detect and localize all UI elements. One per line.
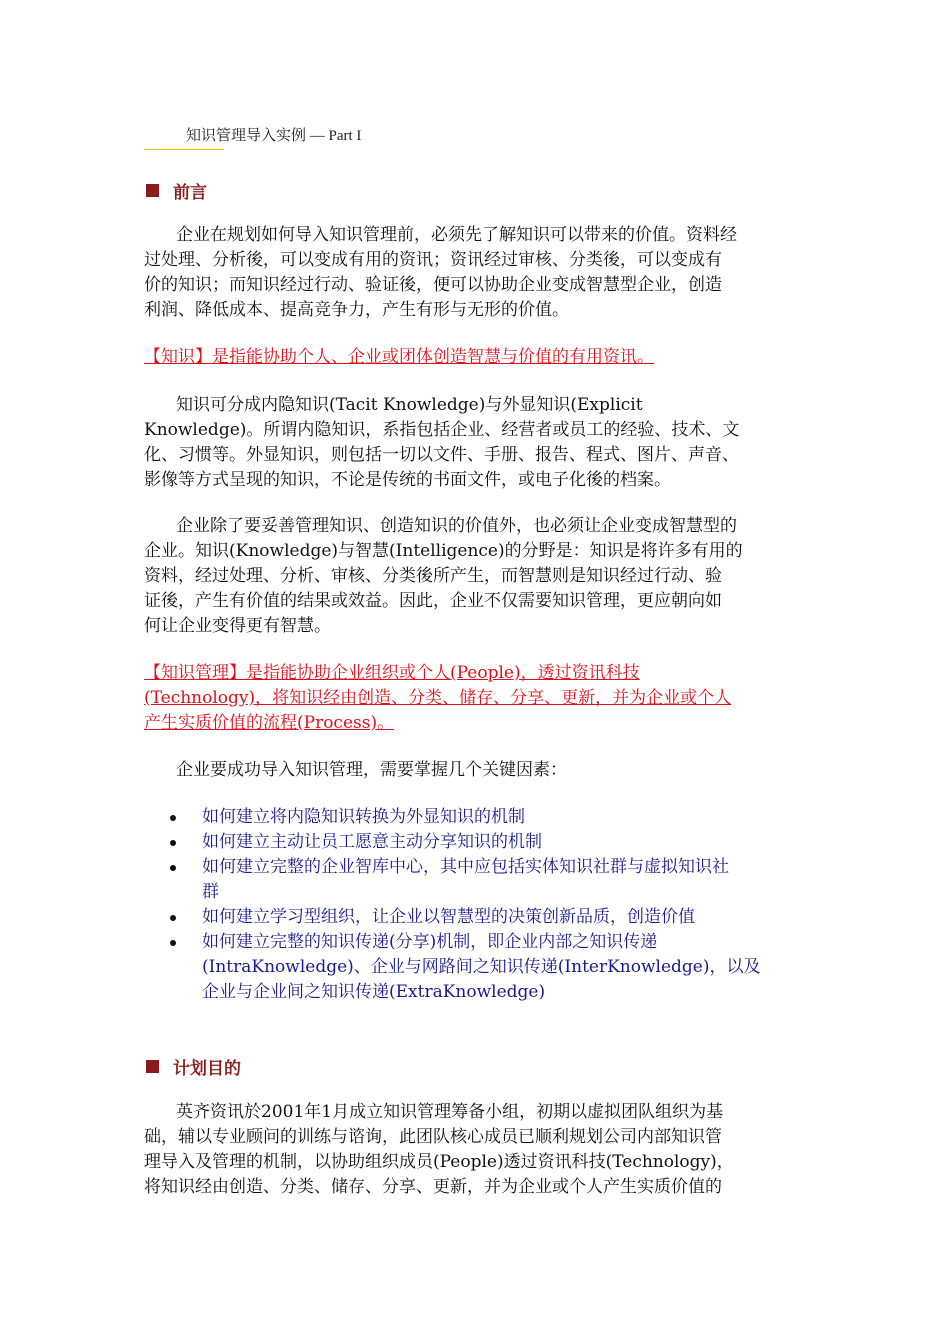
text-line: 如何建立将内隐知识转换为外显知识的机制: [202, 807, 525, 827]
text-line: 如何建立完整的知识传递(分享)机制，即企业内部之知识传递: [202, 932, 658, 952]
text-line: 如何建立学习型组织，让企业以智慧型的决策创新品质，创造价值: [202, 907, 695, 927]
list-item: [170, 930, 810, 1005]
text-line: 何让企业变得更有智慧。: [144, 616, 331, 636]
text-line: 企业与企业间之知识传递(ExtraKnowledge): [202, 982, 546, 1002]
bullet-dot-icon: [170, 940, 176, 946]
text-line: 过处理、分析後，可以变成有用的资讯；资讯经过审核、分类後，可以变成有: [144, 250, 722, 270]
text-line: 【知识】是指能协助个人、企业或团体创造智慧与价值的有用资讯。: [144, 347, 654, 367]
list-item: [170, 830, 810, 855]
text-line: 将知识经由创造、分类、储存、分享、更新，并为企业或个人产生实质价值的: [144, 1177, 722, 1197]
text-line: 理导入及管理的机制，以协助组织成员(People)透过资讯科技(Technology)，: [144, 1152, 734, 1172]
text-line: 资料，经过处理、分析、审核、分类後所产生，而智慧则是知识经过行动、验: [144, 566, 722, 586]
section-heading-text: 前言: [173, 183, 207, 203]
text-line: 知识可分成内隐知识(Tacit Knowledge)与外显知识(Explicit: [176, 395, 643, 415]
bullet-dot-icon: [170, 815, 176, 821]
list-item: [170, 855, 810, 905]
text-line: 证後，产生有价值的结果或效益。因此，企业不仅需要知识管理，更应朝向如: [144, 591, 722, 611]
text-line: 化、习惯等。外显知识，则包括一切以文件、手册、报告、程式、图片、声音、: [144, 445, 739, 465]
text-line: 企业要成功导入知识管理，需要掌握几个关键因素：: [176, 760, 567, 780]
text-line: 企业在规划如何导入知识管理前，必须先了解知识可以带来的价值。资料经: [176, 225, 737, 245]
text-line: (IntraKnowledge)、企业与网路间之知识传递(InterKnowledge)，以及: [202, 957, 761, 977]
definition-knowledge: [144, 345, 808, 370]
square-bullet-icon: [146, 1060, 159, 1073]
text-line: 础，辅以专业顾问的训练与谘询，此团队核心成员已顺利规划公司内部知识管: [144, 1127, 722, 1147]
text-line: 利润、降低成本、提高竞争力，产生有形与无形的价值。: [144, 300, 569, 320]
paragraph-knowledge-types: [144, 393, 808, 493]
text-line: 【知识管理】是指能协助企业组织或个人(People)，透过资讯科技: [144, 663, 640, 683]
text-line: 群: [202, 882, 219, 902]
paragraph-key-factors: [144, 758, 808, 783]
text-line: 价的知识；而知识经过行动、验证後，便可以协助企业变成智慧型企业，创造: [144, 275, 722, 295]
text-line: 影像等方式呈现的知识，不论是传统的书面文件，或电子化後的档案。: [144, 470, 671, 490]
bullet-dot-icon: [170, 865, 176, 871]
text-line: 企业。知识(Knowledge)与智慧(Intelligence)的分野是：知识是将许多有用的: [144, 541, 743, 561]
square-bullet-icon: [146, 184, 159, 197]
text-line: 如何建立主动让员工愿意主动分享知识的机制: [202, 832, 542, 852]
text-line: 产生实质价值的流程(Process)。: [144, 713, 395, 733]
header-rule: [144, 149, 224, 150]
section-heading-preface: [146, 178, 207, 203]
bullet-dot-icon: [170, 840, 176, 846]
key-factors-list: [170, 805, 810, 1005]
paragraph-purpose: [144, 1100, 808, 1200]
paragraph-intro: [144, 223, 808, 323]
text-line: 英齐资讯於2001年1月成立知识管理筹备小组，初期以虚拟团队组织为基: [176, 1102, 724, 1122]
paragraph-intelligence: [144, 514, 808, 639]
section-heading-purpose: [146, 1054, 241, 1079]
text-line: (Technology)，将知识经由创造、分类、储存、分享、更新，并为企业或个人: [144, 688, 732, 708]
text-line: 企业除了要妥善管理知识、创造知识的价值外，也必须让企业变成智慧型的: [176, 516, 737, 536]
section-heading-text: 计划目的: [173, 1059, 241, 1079]
bullet-dot-icon: [170, 915, 176, 921]
page-header: 知识管理导入实例 — Part I: [186, 128, 362, 144]
list-item: [170, 805, 810, 830]
definition-knowledge-management: [144, 661, 808, 736]
text-line: 如何建立完整的企业智库中心，其中应包括实体知识社群与虚拟知识社: [202, 857, 729, 877]
list-item: [170, 905, 810, 930]
text-line: Knowledge)。所谓内隐知识，系指包括企业、经营者或员工的经验、技术、文: [144, 420, 740, 440]
